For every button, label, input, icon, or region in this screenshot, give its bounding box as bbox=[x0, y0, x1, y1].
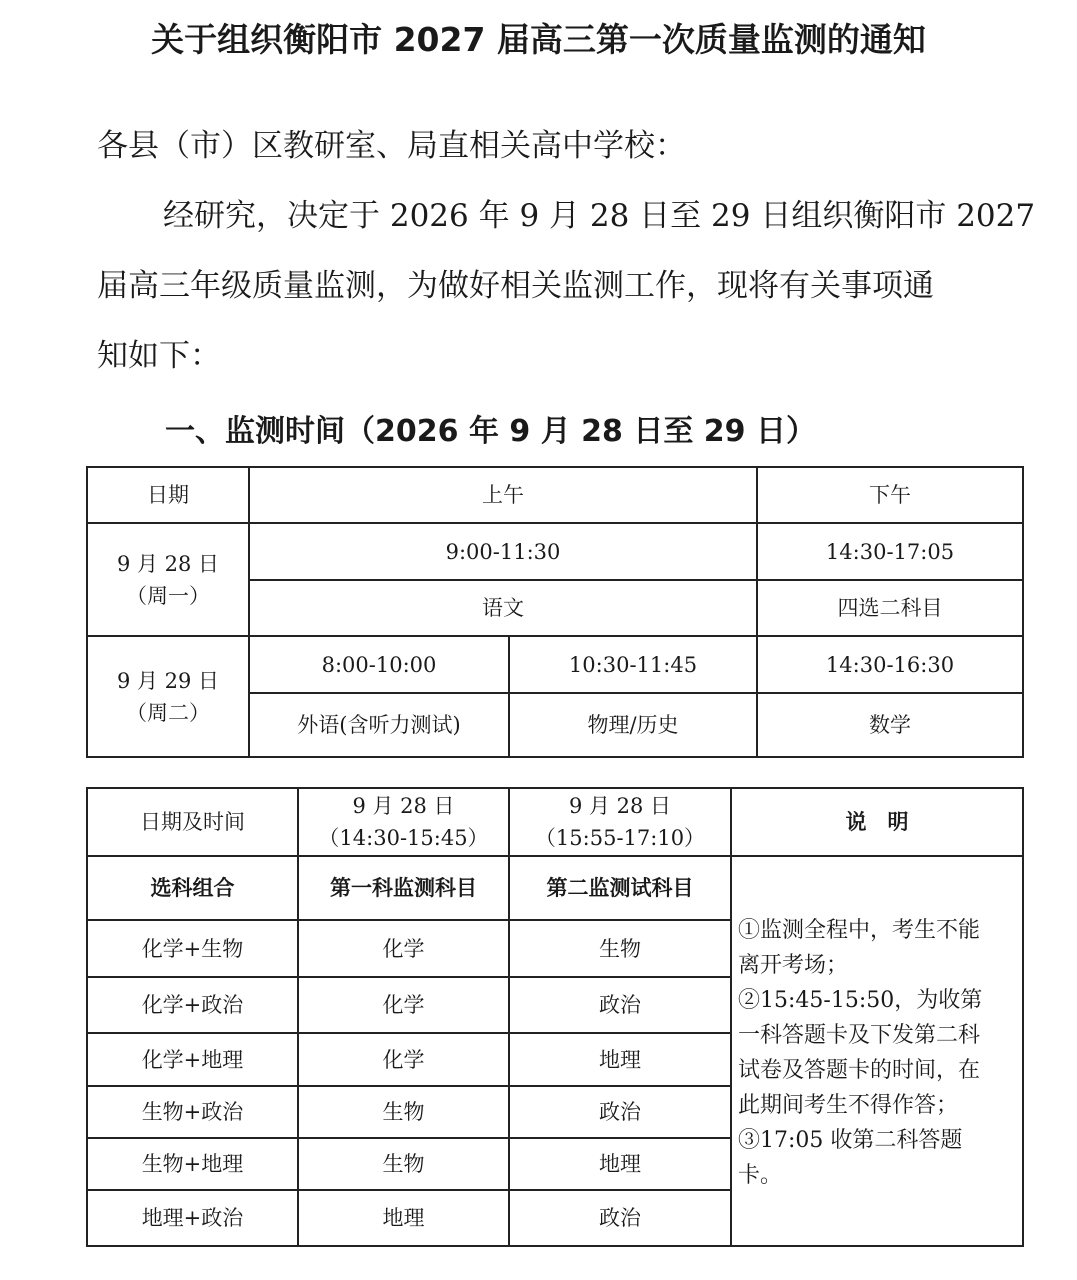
elective-table bbox=[86, 787, 1024, 1247]
first-subject-cell: 地理 bbox=[298, 1190, 509, 1246]
combo-cell: 生物+地理 bbox=[87, 1138, 298, 1190]
note-line: 离开考场； bbox=[738, 953, 849, 978]
header-date: 日期 bbox=[87, 467, 249, 523]
day2-afternoon-subject: 数学 bbox=[757, 693, 1023, 757]
day2-morning1-time: 8:00-10:00 bbox=[249, 636, 509, 693]
slot1-date: 9 月 28 日 bbox=[352, 794, 455, 818]
col-second-header: 第二监测试科目 bbox=[509, 856, 731, 920]
note-line: 卡。 bbox=[738, 1163, 783, 1188]
note-line: ①监测全程中，考生不能 bbox=[738, 918, 981, 943]
second-subject-cell: 政治 bbox=[509, 1190, 731, 1246]
body-line-3: 知如下： bbox=[97, 338, 221, 374]
first-subject-cell: 化学 bbox=[298, 920, 509, 977]
notes-header: 说 明 bbox=[731, 788, 1023, 856]
salutation: 各县（市）区教研室、局直相关高中学校： bbox=[97, 128, 686, 164]
header-date-time: 日期及时间 bbox=[87, 788, 298, 856]
day2-morning2-subject: 物理/历史 bbox=[509, 693, 757, 757]
col-first-header: 第一科监测科目 bbox=[298, 856, 509, 920]
first-subject-cell: 生物 bbox=[298, 1138, 509, 1190]
second-subject-cell: 地理 bbox=[509, 1033, 731, 1086]
body-line-1: 经研究，决定于 2026 年 9 月 28 日至 29 日组织衡阳市 2027 bbox=[163, 198, 1036, 234]
day2-date-cell bbox=[87, 636, 249, 757]
day1-date: 9 月 28 日 bbox=[116, 551, 220, 576]
day2-weekday: （周二） bbox=[126, 700, 210, 725]
col-combo-header: 选科组合 bbox=[87, 856, 298, 920]
second-subject-cell: 地理 bbox=[509, 1138, 731, 1190]
day1-morning-subject: 语文 bbox=[249, 580, 757, 636]
combo-cell: 地理+政治 bbox=[87, 1190, 298, 1246]
second-subject-cell: 政治 bbox=[509, 977, 731, 1033]
notes-cell bbox=[731, 856, 1023, 1246]
note-line: 一科答题卡及下发第二科 bbox=[738, 1023, 981, 1048]
slot2-header bbox=[509, 788, 731, 856]
day1-date-cell bbox=[87, 523, 249, 636]
day1-afternoon-time: 14:30-17:05 bbox=[757, 523, 1023, 580]
slot1-header bbox=[298, 788, 509, 856]
section-heading-time: 一、监测时间（2026 年 9 月 28 日至 29 日） bbox=[165, 414, 816, 449]
combo-cell: 生物+政治 bbox=[87, 1086, 298, 1138]
day2-morning1-subject: 外语(含听力测试) bbox=[249, 693, 509, 757]
header-afternoon: 下午 bbox=[757, 467, 1023, 523]
note-line: ②15:45-15:50，为收第 bbox=[738, 988, 983, 1013]
second-subject-cell: 生物 bbox=[509, 920, 731, 977]
day2-date: 9 月 29 日 bbox=[116, 668, 220, 693]
note-line: 此期间考生不得作答； bbox=[738, 1093, 959, 1118]
slot1-time: （14:30-15:45） bbox=[318, 826, 489, 850]
note-line: 试卷及答题卡的时间，在 bbox=[738, 1058, 981, 1083]
day1-afternoon-subject: 四选二科目 bbox=[757, 580, 1023, 636]
day2-morning2-time: 10:30-11:45 bbox=[509, 636, 757, 693]
schedule-table bbox=[86, 466, 1024, 758]
first-subject-cell: 化学 bbox=[298, 977, 509, 1033]
slot2-time: （15:55-17:10） bbox=[534, 826, 706, 850]
document-title: 关于组织衡阳市 2027 届高三第一次质量监测的通知 bbox=[151, 20, 926, 59]
header-morning: 上午 bbox=[249, 467, 757, 523]
combo-cell: 化学+政治 bbox=[87, 977, 298, 1033]
first-subject-cell: 生物 bbox=[298, 1086, 509, 1138]
body-line-2: 届高三年级质量监测，为做好相关监测工作，现将有关事项通 bbox=[97, 268, 934, 304]
first-subject-cell: 化学 bbox=[298, 1033, 509, 1086]
combo-cell: 化学+生物 bbox=[87, 920, 298, 977]
day2-afternoon-time: 14:30-16:30 bbox=[757, 636, 1023, 693]
second-subject-cell: 政治 bbox=[509, 1086, 731, 1138]
day1-weekday: （周一） bbox=[126, 583, 210, 608]
note-line: ③17:05 收第二科答题 bbox=[738, 1128, 963, 1153]
day1-morning-time: 9:00-11:30 bbox=[249, 523, 757, 580]
slot2-date: 9 月 28 日 bbox=[568, 794, 672, 818]
combo-cell: 化学+地理 bbox=[87, 1033, 298, 1086]
